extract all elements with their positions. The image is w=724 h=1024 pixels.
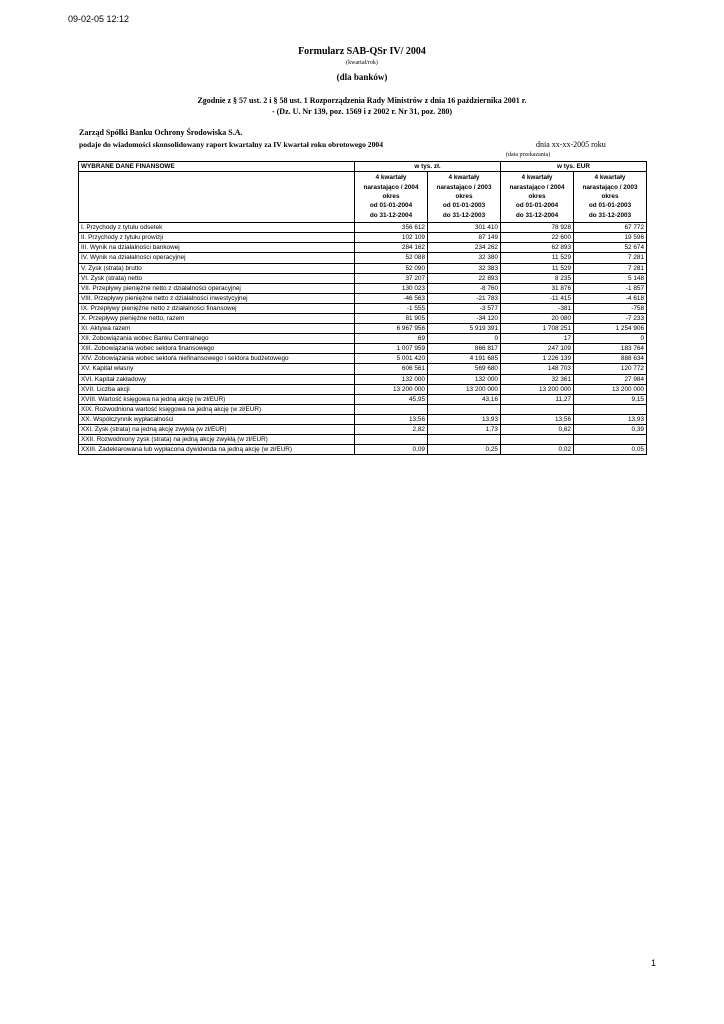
legal-basis-line-1: Zgodnie z § 57 ust. 2 i § 58 ust. 1 Rozporządzenia Rady Ministrów z dnia 16 października 2001 r.	[197, 96, 527, 105]
table-row	[79, 374, 647, 384]
table-header-row	[79, 162, 647, 172]
value-cell: 0	[574, 334, 647, 344]
value-cell: 132 000	[428, 374, 501, 384]
value-cell: 888 634	[574, 354, 647, 364]
value-cell: 247 109	[501, 344, 574, 354]
value-cell: 0	[428, 334, 501, 344]
period-header-line: 4 kwartały	[521, 174, 553, 182]
period-header-line: narastająco / 2003	[582, 183, 638, 191]
table-row	[79, 435, 647, 445]
row-label: XIII. Zobowiązania wobec sektora finansowego	[79, 344, 355, 354]
period-header	[428, 172, 501, 223]
column-header-financial-data: WYBRANE DANE FINANSOWE	[79, 162, 355, 172]
row-label: IX. Przepływy pieniężne netto z działalności finansowej	[79, 303, 355, 313]
table-row	[79, 344, 647, 354]
period-header-line: do 31-12-2004	[369, 211, 413, 219]
value-cell: 1,73	[428, 425, 501, 435]
value-cell: 4 191 685	[428, 354, 501, 364]
row-label: XXIII. Zadeklarowana lub wypłacona dywidenda na jedną akcję (w zł/EUR)	[79, 445, 355, 455]
value-cell: 67 772	[574, 223, 647, 233]
period-header	[501, 172, 574, 223]
table-row	[79, 425, 647, 435]
value-cell: 52 088	[355, 253, 428, 263]
value-cell: 45,95	[355, 394, 428, 404]
row-label: II. Przychody z tytułu prowizji	[79, 233, 355, 243]
period-header-line: do 31-12-2004	[515, 211, 559, 219]
value-cell: 13,93	[428, 414, 501, 424]
value-cell: 5 919 391	[428, 324, 501, 334]
table-row	[79, 324, 647, 334]
row-label: V. Zysk (strata) brutto	[79, 263, 355, 273]
value-cell	[501, 404, 574, 414]
value-cell: 13,93	[574, 414, 647, 424]
value-cell: 234 262	[428, 243, 501, 253]
row-label: III. Wynik na działalności bankowej	[79, 243, 355, 253]
value-cell: 43,16	[428, 394, 501, 404]
value-cell: 13,56	[355, 414, 428, 424]
table-row	[79, 354, 647, 364]
value-cell: 0,09	[355, 445, 428, 455]
value-cell: 32 383	[428, 263, 501, 273]
value-cell: 81 905	[355, 313, 428, 323]
value-cell	[574, 435, 647, 445]
row-label: XVI. Kapitał zakładowy	[79, 374, 355, 384]
row-label: VII. Przepływy pieniężne netto z działalności operacyjnej	[79, 283, 355, 293]
value-cell: 0,02	[501, 445, 574, 455]
value-cell: 13,56	[501, 414, 574, 424]
row-label: XXI. Zysk (strata) na jedną akcję zwykłą (w zł/EUR)	[79, 425, 355, 435]
value-cell: -381	[501, 303, 574, 313]
table-row	[79, 445, 647, 455]
value-cell: 148 703	[501, 364, 574, 374]
row-label: VIII. Przepływy pieniężne netto z działalności inwestycyjnej	[79, 293, 355, 303]
form-title: Formularz SAB-QSr IV/ 2004	[298, 46, 426, 57]
value-cell: 0,05	[574, 445, 647, 455]
value-cell: 356 612	[355, 223, 428, 233]
period-header-line: 4 kwartały	[594, 174, 626, 182]
period-header-line: narastająco / 2004	[509, 183, 565, 191]
row-label: VI. Zysk (strata) netto	[79, 273, 355, 283]
row-label: X. Przepływy pieniężne netto, razem	[79, 313, 355, 323]
value-cell: 0,25	[428, 445, 501, 455]
row-label: I. Przychody z tytułu odsetek	[79, 223, 355, 233]
value-cell: 1 007 959	[355, 344, 428, 354]
row-label: XIX. Rozwodniona wartość księgowa na jedną akcję (w zł/EUR)	[79, 404, 355, 414]
period-header-line: okres	[601, 192, 619, 200]
value-cell	[574, 404, 647, 414]
table-row	[79, 293, 647, 303]
period-header-line: okres	[528, 192, 546, 200]
submission-date-caption: (data przekazania)	[506, 152, 551, 158]
value-cell: 32 380	[428, 253, 501, 263]
value-cell: 6 967 956	[355, 324, 428, 334]
period-header-line: od 01-01-2003	[588, 202, 632, 210]
table-row	[79, 303, 647, 313]
table-row	[79, 384, 647, 394]
value-cell: 69	[355, 334, 428, 344]
table-row	[79, 334, 647, 344]
legal-basis-line-2: - (Dz. U. Nr 139, poz. 1569 i z 2002 r. Nr 31, poz. 280)	[271, 107, 453, 116]
value-cell: 102 109	[355, 233, 428, 243]
table-row	[79, 273, 647, 283]
value-cell: 13 200 000	[501, 384, 574, 394]
value-cell: 1 708 251	[501, 324, 574, 334]
page-number: 1	[651, 958, 657, 968]
period-header-line: okres	[455, 192, 473, 200]
value-cell: 32 361	[501, 374, 574, 384]
value-cell: 5 001 420	[355, 354, 428, 364]
period-header-line: 4 kwartały	[375, 174, 407, 182]
value-cell: 183 764	[574, 344, 647, 354]
form-period-caption: (kwartał/rok)	[346, 60, 378, 66]
value-cell: 13 200 000	[574, 384, 647, 394]
value-cell: 11 529	[501, 263, 574, 273]
table-row	[79, 364, 647, 374]
value-cell: 17	[501, 334, 574, 344]
value-cell: 22 600	[501, 233, 574, 243]
table-row	[79, 404, 647, 414]
value-cell: -7 233	[574, 313, 647, 323]
period-header-line: do 31-12-2003	[588, 211, 632, 219]
table-row	[79, 283, 647, 293]
value-cell: 13 200 000	[355, 384, 428, 394]
value-cell: 20 080	[501, 313, 574, 323]
value-cell: 5 148	[574, 273, 647, 283]
period-header-line: 4 kwartały	[448, 174, 480, 182]
value-cell: 1 226 139	[501, 354, 574, 364]
value-cell: 2,82	[355, 425, 428, 435]
value-cell: 27 984	[574, 374, 647, 384]
value-cell: 13 200 000	[428, 384, 501, 394]
value-cell: -21 783	[428, 293, 501, 303]
value-cell: 284 162	[355, 243, 428, 253]
value-cell: -11 415	[501, 293, 574, 303]
value-cell	[501, 435, 574, 445]
table-row	[79, 394, 647, 404]
value-cell	[428, 404, 501, 414]
print-timestamp: 09-02-05 12:12	[68, 14, 130, 24]
period-header-line: do 31-12-2003	[442, 211, 486, 219]
value-cell: -3 577	[428, 303, 501, 313]
period-header-row	[79, 172, 647, 223]
row-label: XI. Aktywa razem	[79, 324, 355, 334]
value-cell: 866 817	[428, 344, 501, 354]
value-cell: 52 090	[355, 263, 428, 273]
value-cell: 1 254 906	[574, 324, 647, 334]
value-cell: -1 857	[574, 283, 647, 293]
value-cell: -4 618	[574, 293, 647, 303]
bank-label: (dla banków)	[336, 72, 388, 82]
value-cell: 132 000	[355, 374, 428, 384]
table-row	[79, 263, 647, 273]
value-cell: 11,27	[501, 394, 574, 404]
period-header	[355, 172, 428, 223]
row-label: XVII. Liczba akcji	[79, 384, 355, 394]
row-label: XXII. Rozwodniony zysk (strata) na jedną akcję zwykłą (w zł/EUR)	[79, 435, 355, 445]
table-row	[79, 414, 647, 424]
value-cell: 19 596	[574, 233, 647, 243]
value-cell: 120 772	[574, 364, 647, 374]
value-cell: 569 680	[428, 364, 501, 374]
row-label: XIV. Zobowiązania wobec sektora niefinansowego i sektora budżetowego	[79, 354, 355, 364]
value-cell: 7 281	[574, 263, 647, 273]
period-header-line: od 01-01-2004	[515, 202, 559, 210]
value-cell: -8 760	[428, 283, 501, 293]
table-row	[79, 233, 647, 243]
value-cell: 0,62	[501, 425, 574, 435]
row-label: XVIII. Wartość księgowa na jedną akcję (w zł/EUR)	[79, 394, 355, 404]
submission-date: dnia xx-xx-2005 roku	[536, 140, 606, 149]
column-group-eur: w tys. EUR	[501, 162, 647, 172]
value-cell: 52 674	[574, 243, 647, 253]
value-cell: -34 120	[428, 313, 501, 323]
company-name: Zarząd Spółki Banku Ochrony Środowiska S.A.	[79, 128, 243, 137]
row-label: XII. Zobowiązania wobec Banku Centralnego	[79, 334, 355, 344]
table-row	[79, 223, 647, 233]
value-cell: 87 149	[428, 233, 501, 243]
period-header-line: od 01-01-2004	[369, 202, 413, 210]
value-cell: 0,39	[574, 425, 647, 435]
value-cell: 22 893	[428, 273, 501, 283]
value-cell: -1 555	[355, 303, 428, 313]
row-label: IV. Wynik na działalności operacyjnej	[79, 253, 355, 263]
column-group-pln: w tys. zł.	[355, 162, 501, 172]
value-cell: -46 563	[355, 293, 428, 303]
period-header-line: narastająco / 2003	[436, 183, 492, 191]
value-cell: 301 410	[428, 223, 501, 233]
report-statement: podaje do wiadomości skonsolidowany raport kwartalny za IV kwartał roku obrotowego 2004	[79, 140, 383, 149]
value-cell: 606 561	[355, 364, 428, 374]
value-cell: 62 893	[501, 243, 574, 253]
value-cell: 31 876	[501, 283, 574, 293]
table-row	[79, 253, 647, 263]
value-cell	[355, 404, 428, 414]
row-label: XX. Współczynnik wypłacalności	[79, 414, 355, 424]
period-header-line: okres	[382, 192, 400, 200]
value-cell	[428, 435, 501, 445]
value-cell	[355, 435, 428, 445]
value-cell: -758	[574, 303, 647, 313]
value-cell: 11 529	[501, 253, 574, 263]
period-header-blank	[79, 172, 355, 223]
period-header-line: narastająco / 2004	[363, 183, 419, 191]
value-cell: 7 281	[574, 253, 647, 263]
table-row	[79, 243, 647, 253]
period-header	[574, 172, 647, 223]
value-cell: 9,15	[574, 394, 647, 404]
period-header-line: od 01-01-2003	[442, 202, 486, 210]
value-cell: 78 928	[501, 223, 574, 233]
financial-data-table	[78, 161, 647, 455]
value-cell: 37 207	[355, 273, 428, 283]
value-cell: 8 235	[501, 273, 574, 283]
table-row	[79, 313, 647, 323]
value-cell: 130 023	[355, 283, 428, 293]
row-label: XV. Kapitał własny	[79, 364, 355, 374]
